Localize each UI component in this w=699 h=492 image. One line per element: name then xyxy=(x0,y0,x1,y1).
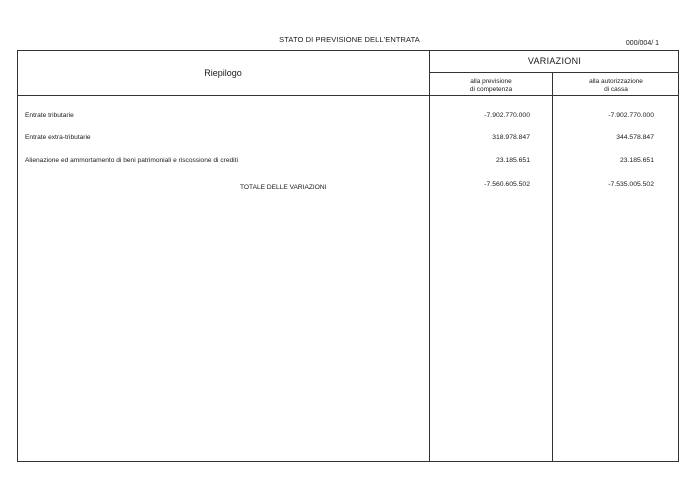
subheader-cassa-line2: di cassa xyxy=(604,86,628,93)
total-competenza: -7.560.605.502 xyxy=(484,181,530,188)
column-header-variazioni: VARIAZIONI xyxy=(527,56,582,66)
subheader-competenza xyxy=(430,78,552,94)
row-label-alienazione: Alienazione ed ammortamento di beni patrimoniali e riscossione di crediti xyxy=(25,157,238,164)
document-title: STATO DI PREVISIONE DELL'ENTRATA xyxy=(279,35,420,44)
row-competenza-alienazione: 23.185.651 xyxy=(495,157,530,164)
subheader-competenza-line2: di competenza xyxy=(469,86,513,93)
document-code: 000/004/ 1 xyxy=(625,40,659,47)
row-competenza-entrate-extra-tributarie: 318.978.847 xyxy=(492,134,530,141)
row-cassa-alienazione: 23.185.651 xyxy=(619,157,654,164)
total-label: TOTALE DELLE VARIAZIONI xyxy=(240,184,327,191)
subheader-cassa-line1: alla autorizzazione xyxy=(589,78,643,85)
row-label-entrate-extra-tributarie: Entrate extra-tributarie xyxy=(25,134,91,141)
row-competenza-entrate-tributarie: -7.902.770.000 xyxy=(484,112,530,119)
subheader-cassa xyxy=(553,78,679,94)
variazioni-header-divider xyxy=(429,72,679,73)
column-divider-variazioni xyxy=(552,73,553,462)
total-cassa: -7.535.005.502 xyxy=(608,181,654,188)
row-cassa-entrate-tributarie: -7.902.770.000 xyxy=(608,112,654,119)
row-cassa-entrate-extra-tributarie: 344.578.847 xyxy=(616,134,654,141)
row-label-entrate-tributarie: Entrate tributarie xyxy=(25,112,74,119)
column-header-riepilogo: Riepilogo xyxy=(204,68,242,78)
header-divider xyxy=(17,95,679,96)
subheader-competenza-line1: alla previsione xyxy=(470,78,512,85)
